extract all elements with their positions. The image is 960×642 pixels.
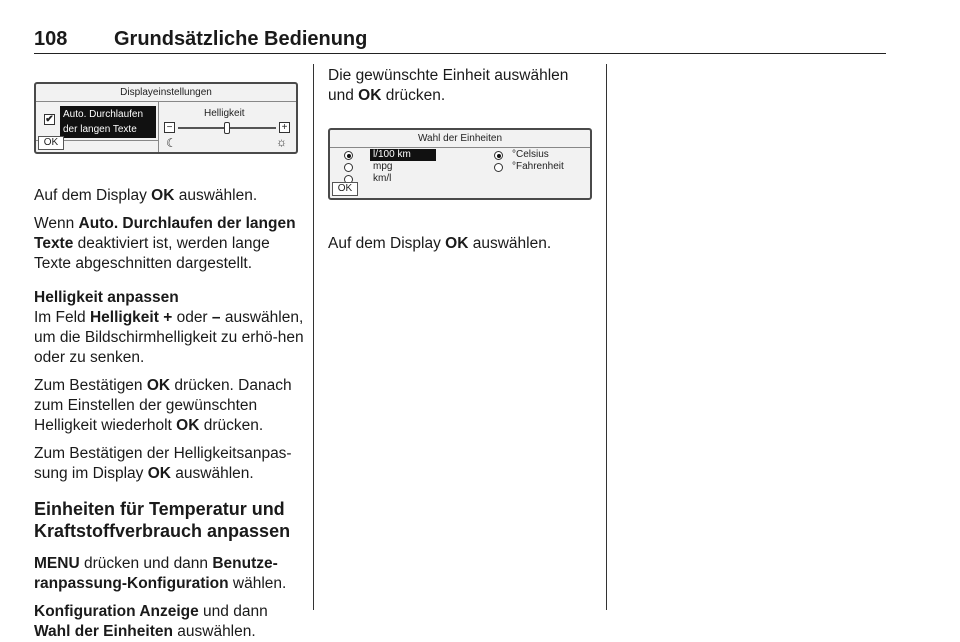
sun-icon: ☼ — [276, 135, 287, 149]
brightness-plus-button[interactable]: + — [279, 122, 290, 133]
radio-l100km[interactable] — [344, 151, 353, 160]
option-fahrenheit[interactable]: °Fahrenheit — [512, 161, 564, 172]
option-mpg[interactable]: mpg — [373, 161, 393, 172]
ok-button[interactable]: OK — [332, 182, 358, 196]
screen-title: Wahl der Einheiten — [330, 130, 590, 148]
brightness-minus-button[interactable]: − — [164, 122, 175, 133]
screen-title: Displayeinstellungen — [36, 84, 296, 102]
chapter-title: Grundsätzliche Bedienung — [114, 28, 368, 50]
right-column-lower — [328, 234, 594, 262]
auto-scroll-label-line2: der langen Texte — [63, 124, 137, 135]
page-number: 108 — [34, 28, 68, 50]
column-divider-1 — [313, 64, 314, 610]
paragraph: Zum Bestätigen OK drücken. Danach zum Einstellen der gewünschten Helligkeit wiederholt OK drücken. — [34, 377, 292, 434]
column-divider-2 — [606, 64, 607, 610]
option-celsius[interactable]: °Celsius — [512, 149, 549, 160]
paragraph: Auf dem Display OK auswählen. — [328, 235, 552, 252]
brightness-slider-handle[interactable] — [224, 122, 230, 134]
moon-icon: ☾ — [166, 136, 177, 150]
paragraph: Zum Bestätigen der Helligkeitsanpas-sung im Display OK auswählen. — [34, 445, 292, 482]
page-header — [34, 26, 886, 54]
radio-fahrenheit[interactable] — [494, 163, 503, 172]
right-column — [328, 66, 594, 114]
section-heading-units: Einheiten für Temperatur und Kraftstoffverbrauch anpassen — [34, 499, 291, 541]
paragraph: Auf dem Display OK auswählen. — [34, 187, 258, 204]
radio-mpg[interactable] — [344, 163, 353, 172]
paragraph: Die gewünschte Einheit auswählen und OK drücken. — [328, 67, 569, 104]
paragraph: MENU drücken und dann Benutze-ranpassung-Konfiguration wählen. — [34, 555, 287, 592]
ok-button[interactable]: OK — [38, 136, 64, 150]
brightness-label: Helligkeit — [204, 108, 245, 119]
paragraph: Wenn Auto. Durchlaufen der langen Texte deaktiviert ist, werden lange Texte abgeschnitten dargestellt. — [34, 215, 296, 272]
paragraph: Im Feld Helligkeit + oder – auswählen, um die Bildschirmhelligkeit zu erhö-hen oder zu senken. — [34, 309, 304, 366]
radio-celsius[interactable] — [494, 151, 503, 160]
auto-scroll-checkbox[interactable]: ✔ — [45, 114, 54, 125]
unit-selection-screen — [328, 128, 592, 200]
section-heading-brightness: Helligkeit anpassen — [34, 289, 179, 306]
left-column — [34, 186, 306, 642]
option-kml[interactable]: km/l — [373, 173, 392, 184]
paragraph: Konfiguration Anzeige und dann Wahl der Einheiten auswählen. — [34, 603, 268, 640]
auto-scroll-option[interactable] — [60, 106, 156, 138]
display-settings-screen — [34, 82, 298, 154]
screen-separator — [158, 102, 159, 152]
auto-scroll-label-line1: Auto. Durchlaufen — [63, 109, 144, 120]
option-l100km[interactable]: l/100 km — [370, 149, 436, 161]
